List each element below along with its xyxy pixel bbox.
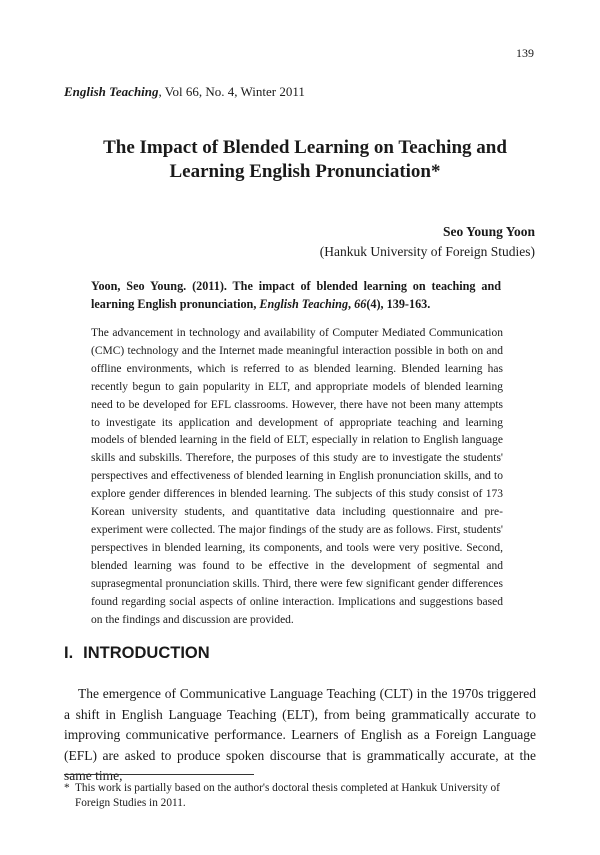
title-line-2: Learning English Pronunciation*: [169, 161, 441, 182]
paper-title: [70, 136, 540, 184]
citation: [91, 277, 501, 313]
section-heading: [64, 644, 210, 663]
citation-issue-pages: (4), 139-163.: [366, 297, 431, 311]
author-affiliation: (Hankuk University of Foreign Studies): [319, 244, 535, 259]
author-block: [320, 222, 535, 262]
section-number: I.: [64, 644, 74, 662]
journal-name: English Teaching: [64, 84, 159, 99]
journal-details: , Vol 66, No. 4, Winter 2011: [158, 84, 305, 99]
citation-journal: English Teaching: [259, 297, 349, 311]
abstract: The advancement in technology and availability of Computer Mediated Communication (CMC) technology and the Internet made meaningful interaction possible in both on and offline environments, which is referred to as blended learning. Blended learning has recently begun to gain popularity in ELT, and appropriate models of blended learning need to be developed for EFL classrooms. However, there have not been many attempts to investigate its application and development of appropriate teaching and learning models of blended learning in the field of ELT, especially in relation to English language skills and subskills. Therefore, the purposes of this study are to investigate the students' perspectives and effectiveness of blended learning in English pronunciation skills, and to explore gender differences in blended learning. The subjects of this study consist of 173 Korean university students, and quantitative data including questionnaire and pre-experiment were collected. The major findings of the study are as follows. First, students' perspectives in blended learning, its components, and tools were very positive. Second, blended learning was found to be effective in the development of segmental and suprasegmental pronunciation skills. Third, there were few significant gender differences found regarding social aspects of online interaction. Implications and suggestions based on the findings and discussion are provided.: [91, 327, 503, 626]
footnote-mark: *: [64, 782, 70, 794]
journal-header: [64, 84, 305, 100]
footnote: [64, 781, 536, 811]
footnote-line-2: Foreign Studies in 2011.: [75, 797, 186, 809]
footnote-line-1: This work is partially based on the author's doctoral thesis completed at Hankuk University of: [75, 782, 500, 794]
section-title: INTRODUCTION: [83, 644, 210, 662]
intro-paragraph: The emergence of Communicative Language Teaching (CLT) in the 1970s triggered a shift in English Language Teaching (ELT), from being grammatically accurate to improving communicative performance. Learners of English as a Foreign Language (EFL) are asked to produce spoken discourse that is grammatically accurate, at the same time,: [64, 686, 536, 783]
page-number: 139: [516, 46, 534, 60]
title-line-1: The Impact of Blended Learning on Teaching and: [103, 137, 507, 158]
footnote-divider: [64, 774, 254, 775]
citation-volume: 66: [354, 297, 367, 311]
citation-sep: ,: [348, 297, 355, 311]
citation-prefix: Yoon, Seo Young. (2011). The impact of blended learning on teaching and learning English pronunciation,: [91, 279, 501, 311]
author-name: Seo Young Yoon: [442, 224, 535, 239]
